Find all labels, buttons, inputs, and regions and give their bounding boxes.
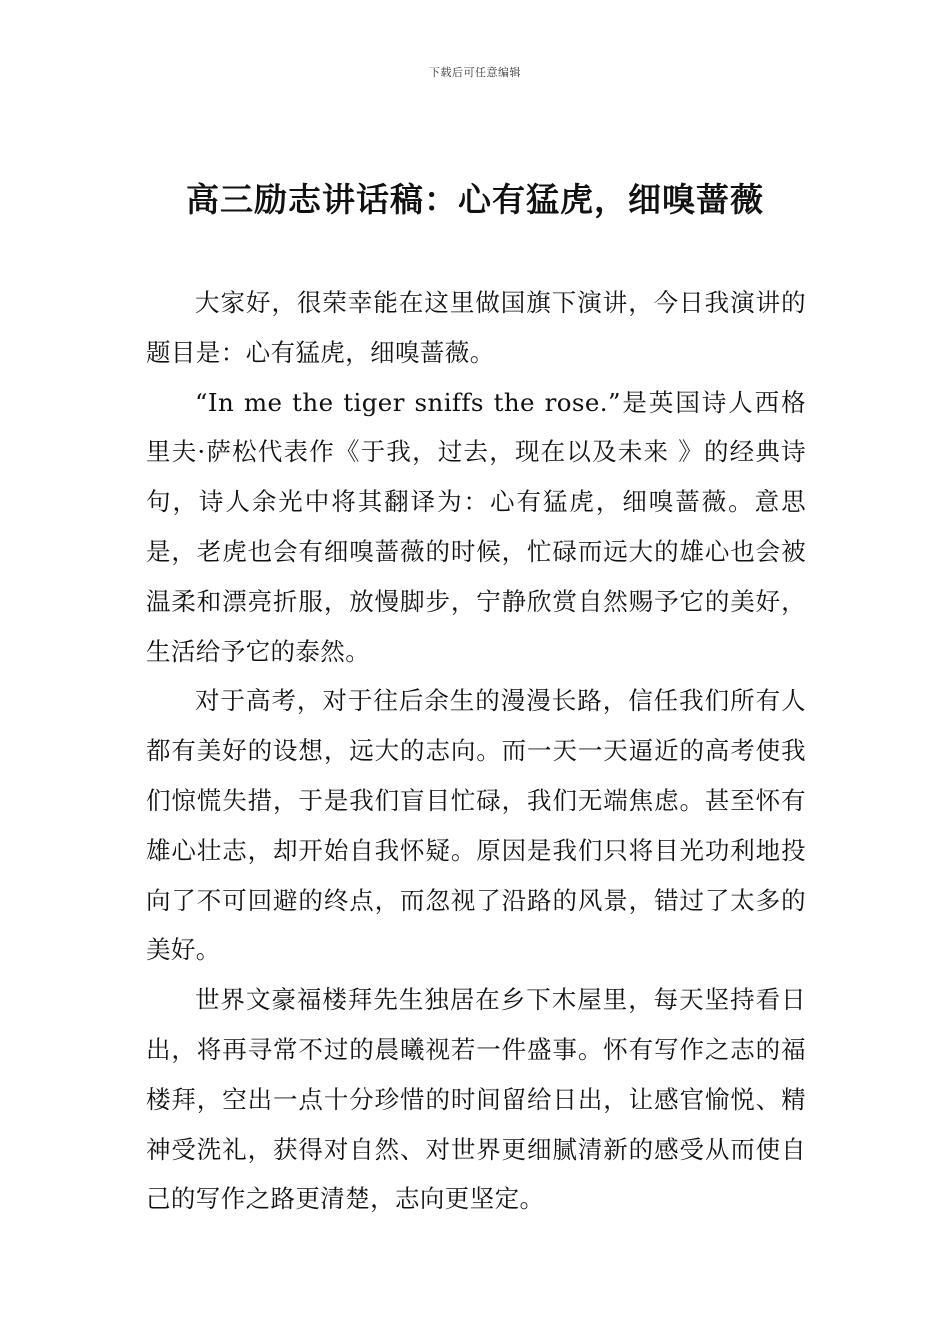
document-title: 高三励志讲话稿：心有猛虎，细嗅蔷薇 xyxy=(186,180,764,219)
page-header: 下载后可任意编辑 xyxy=(429,66,521,79)
paragraph-exam-anxiety: 对于高考，对于往后余生的漫漫长路，信任我们所有人都有美好的设想，远大的志向。而一天一天逼近的高考使我们惊慌失措，于是我们盲目忙碌，我们无端焦虑。甚至怀有雄心壮志，却开始自我怀疑。原因是我们只将目光功利地投向了不可回避的终点，而忽视了沿路的风景，错过了太多的美好。 xyxy=(146,686,806,965)
document-body xyxy=(146,278,806,1224)
paragraph-flaubert: 世界文豪福楼拜先生独居在乡下木屋里，每天坚持看日出，将再寻常不过的晨曦视若一件盛事。怀有写作之志的福楼拜，空出一点十分珍惜的时间留给日出，让感官愉悦、精神受洗礼，获得对自然、对世界更细腻清新的感受从而使自己的写作之路更清楚，志向更坚定。 xyxy=(146,985,806,1214)
paragraph-greeting: 大家好，很荣幸能在这里做国旗下演讲，今日我演讲的题目是：心有猛虎，细嗅蔷薇。 xyxy=(146,288,806,367)
paragraph-poem-origin: “In me the tiger sniffs the rose.”是英国诗人西格里夫·萨松代表作《于我，过去，现在以及未来 》的经典诗句，诗人余光中将其翻译为：心有猛虎，细嗅蔷薇。意思是，老虎也会有细嗅蔷薇的时候，忙碌而远大的雄心也会被温柔和漂亮折服，放慢脚步，宁静欣赏自然赐予它的美好，生活给予它的泰然。 xyxy=(146,387,806,666)
